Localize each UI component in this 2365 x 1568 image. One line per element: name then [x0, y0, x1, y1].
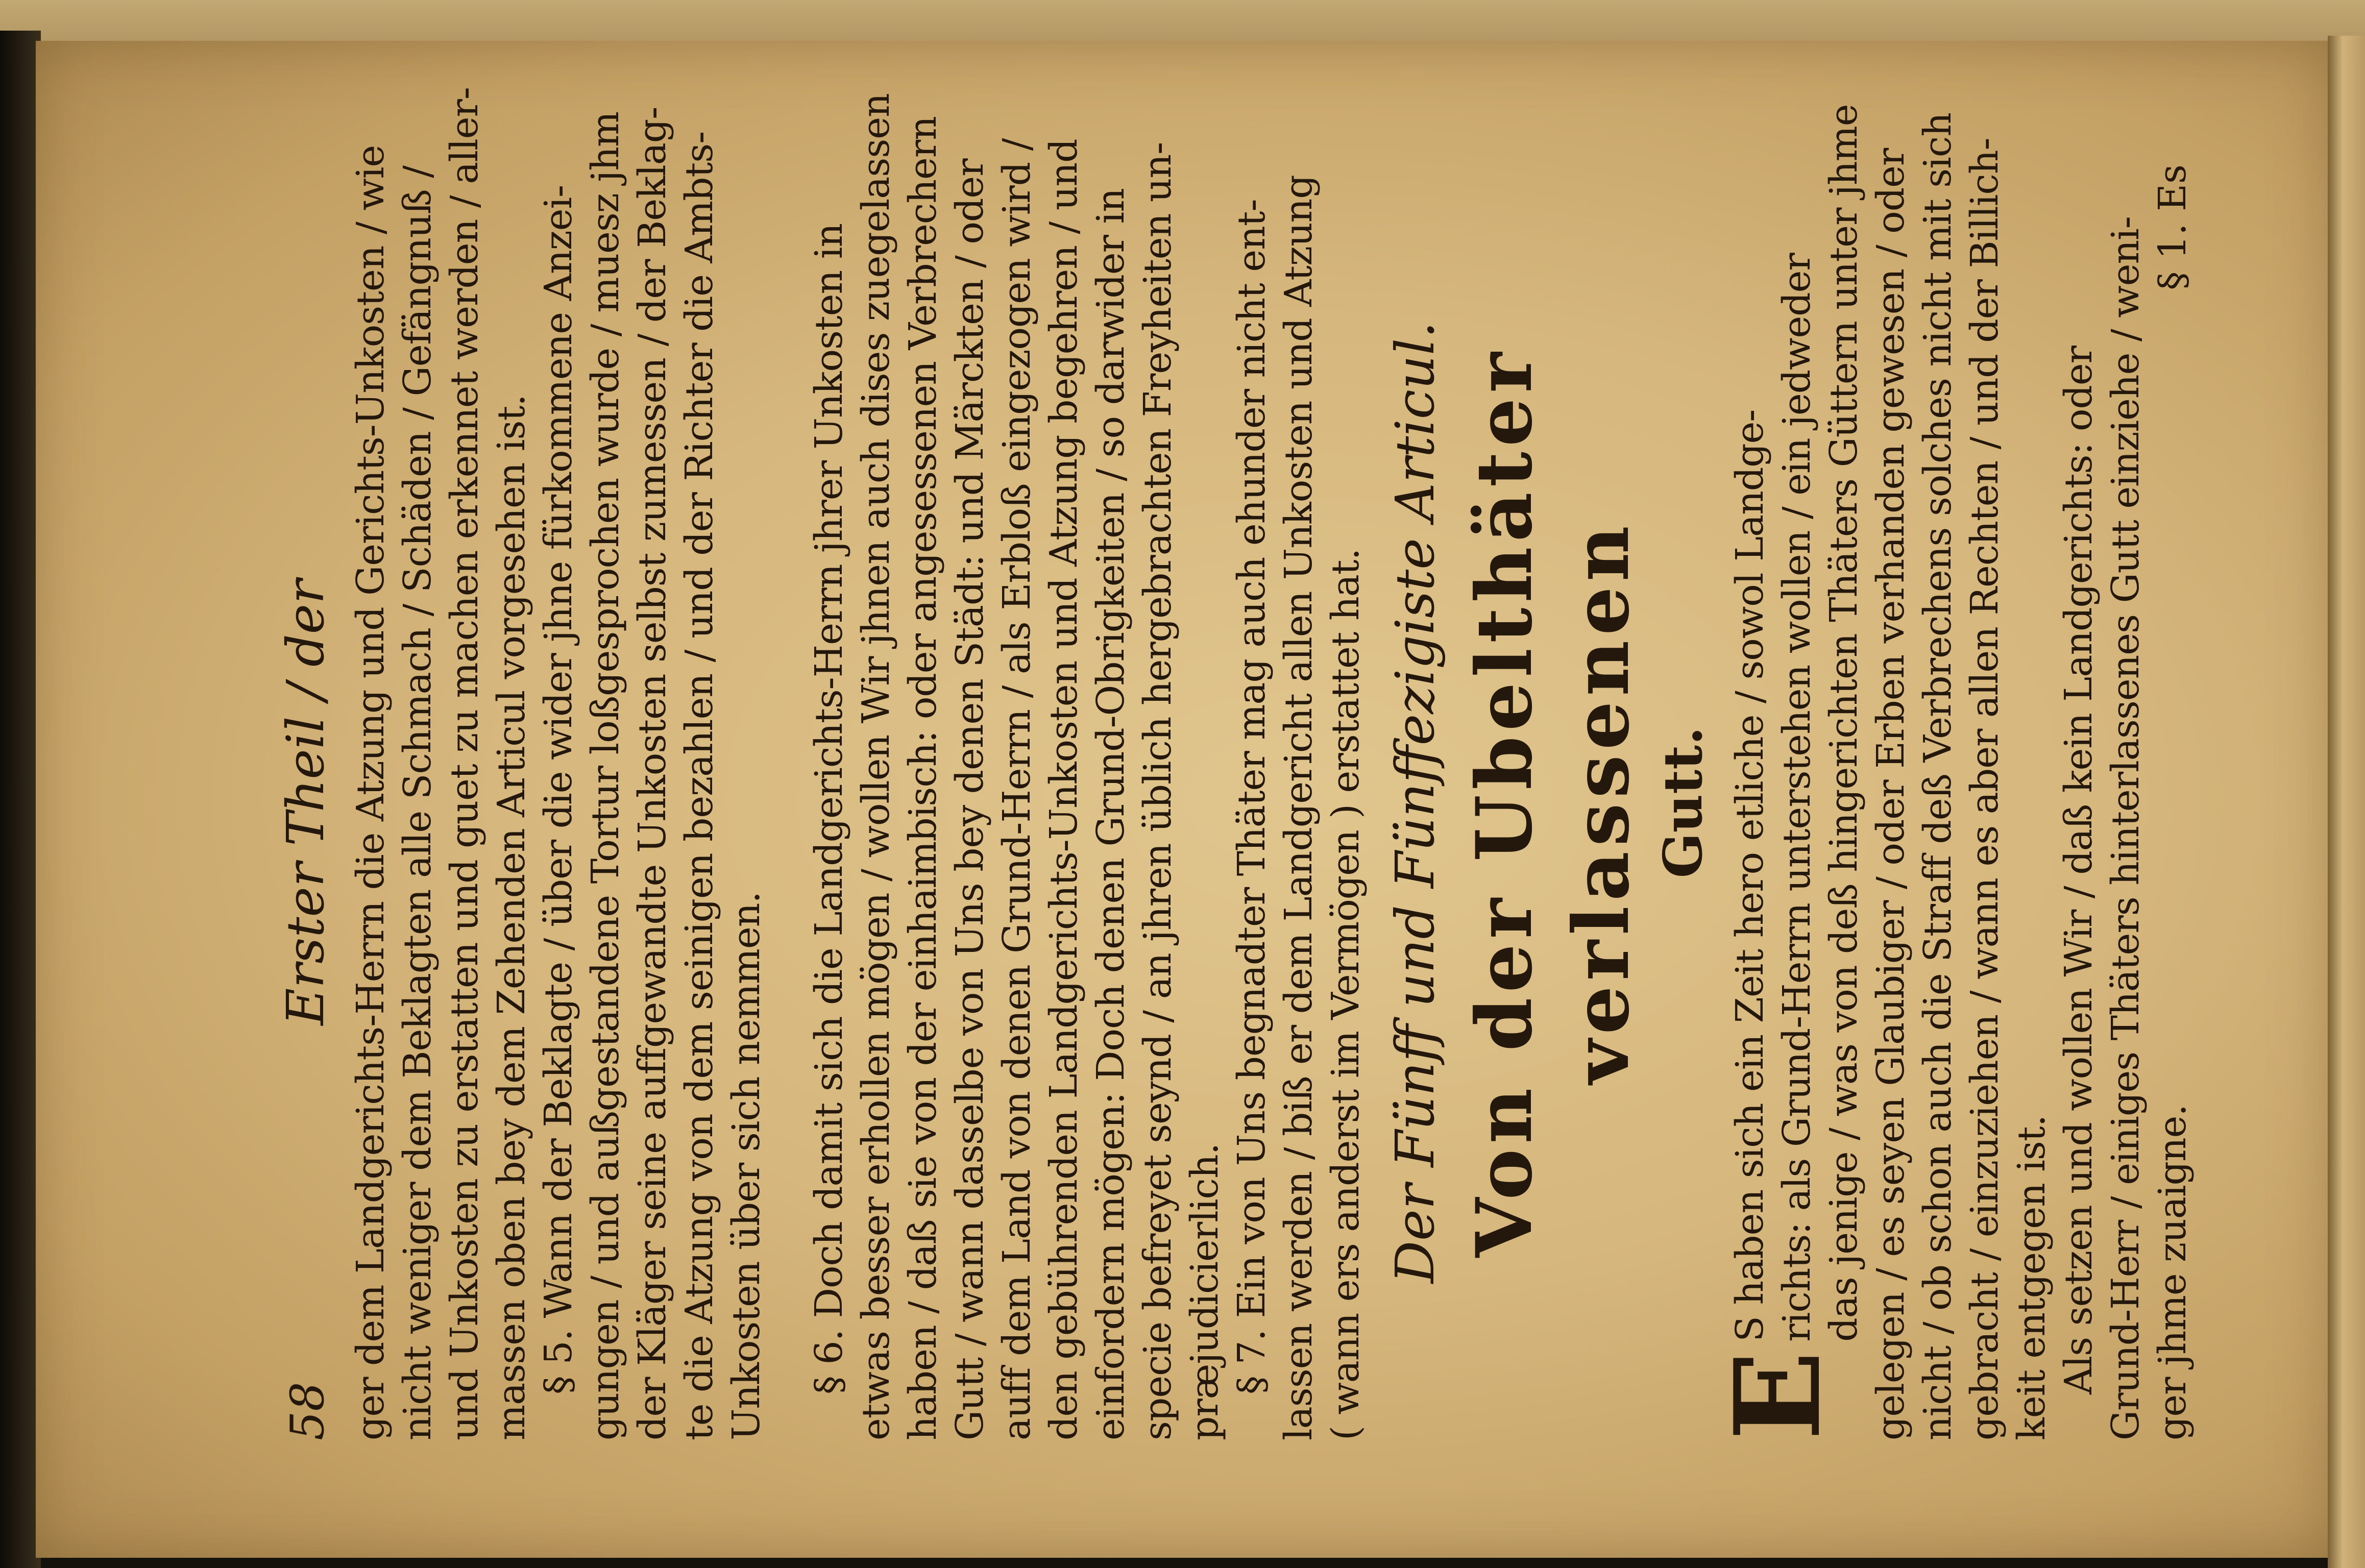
article-title: Der Fünff und Fünffezigiste Articul.: [1384, 321, 1446, 1284]
text-line: te die Atzung von dem seinigen bezahlen / und der Richter die Ambts-: [677, 131, 721, 1440]
catchword: § 1. Es: [2151, 164, 2195, 290]
text-line: gungen / und außgestandene Tortur loßgesprochen wurde / muesz jhm: [583, 111, 627, 1440]
text-line: einfordern mögen: Doch denen Grund-Obrigkeiten / so darwider in: [1089, 188, 1133, 1440]
text-line: præjudicierlich.: [1183, 1143, 1227, 1440]
page-number: 58: [281, 1382, 334, 1440]
section-7: [1228, 164, 1369, 1440]
text-line: der Kläger seine auffgewandte Unkosten selbst zumessen / der Beklag-: [630, 107, 674, 1440]
section-6: [806, 93, 1228, 1440]
text-line: und Unkosten zu erstatten und guet zu machen erkennet werden / aller-: [443, 87, 486, 1440]
text-line: richts: als Grund-Herrn unterstehen wollen / ein jedweder: [1775, 253, 1819, 1342]
article-headline-sub: Gutt.: [1651, 726, 1714, 878]
book-page: [36, 41, 2339, 1558]
text-line: massen oben bey dem Zehenden Articul vorgesehen ist.: [490, 395, 533, 1440]
article-body: [1709, 104, 2196, 1440]
text-line: den gebührenden Landgerichts-Unkosten und Atzung begehren / und: [1042, 139, 1086, 1440]
opening-paragraph: [347, 87, 535, 1440]
text-line: Unkosten über sich nemmen.: [724, 892, 768, 1440]
text-line: § 6. Doch damit sich die Landgerichts-Herrn jhrer Unkosten in: [807, 223, 851, 1394]
text-line: nicht weniger dem Beklagten alle Schmach / Schäden / Gefängnuß /: [396, 165, 440, 1440]
spacer: [770, 164, 806, 1440]
text-line: ( wann ers anderst im Vermögen ) erstattet hat.: [1324, 548, 1368, 1440]
text-line: auff dem Land von denen Grund-Herrn / als Erbloß eingezogen wird /: [995, 138, 1039, 1440]
text-line: keit entgegen ist.: [2010, 1115, 2054, 1440]
text-line: ger jhme zuaigne.: [2151, 1105, 2195, 1440]
text-line: Gutt / wann dasselbe von Uns bey denen Städt: und Märckten / oder: [948, 159, 992, 1440]
text-line: § 7. Ein von Uns begnadter Thäter mag auch ehunder nicht ent-: [1230, 199, 1274, 1394]
text-line: Als setzen und wollen Wir / daß kein Landgerichts: oder: [2057, 346, 2101, 1394]
book-gutter-shadow: [0, 31, 41, 1568]
text-line: haben / daß sie von der einhaimbisch: oder angesessenen Verbrechern: [901, 116, 945, 1440]
text-line: specie befreyet seynd / an jhren üblich hergebrachten Freyheiten un-: [1136, 142, 1180, 1440]
background-strip: [0, 0, 2365, 46]
running-head: Erster Theil / der: [276, 579, 335, 1025]
page-edge: [2328, 36, 2365, 1568]
text-line: S haben sich ein Zeit hero etliche / sowol Landge-: [1728, 409, 1772, 1342]
text-line: § 5. Wann der Beklagte / über die wider jhne fürkommene Anzei-: [537, 185, 580, 1394]
text-line: lassen werden / biß er dem Landgericht allen Unkosten und Atzung: [1277, 175, 1321, 1440]
section-5: [535, 107, 770, 1440]
text-line: nicht / ob schon auch die Straff deß Verbrechens solches nicht mit sich: [1916, 112, 1960, 1440]
drop-cap-initial: E: [1709, 1351, 1847, 1440]
text-line: gelegen / es seyen Glaubiger / oder Erben verhanden gewesen / oder: [1869, 148, 1913, 1440]
page-header: [271, 164, 347, 1440]
page-text: [271, 87, 2196, 1440]
text-line: etwas besser erhollen mögen / wollen Wir jhnen auch dises zuegelassen: [854, 93, 898, 1440]
text-line: gebracht / einzuziehen / wann es aber allen Rechten / und der Billich-: [1963, 138, 2007, 1440]
text-line: ger dem Landgerichts-Herrn die Atzung und Gerichts-Unkosten / wie: [349, 145, 393, 1440]
text-line: Grund-Herr / einiges Thäters hinterlassenes Gutt einziehe / weni-: [2104, 216, 2148, 1440]
page-text-frame: [36, 41, 2333, 1558]
article-headline: Von der Ubelthäter verlassenen: [1459, 347, 1646, 1258]
text-line: das jenige / was von deß hingerichten Thäters Güttern unter jhme: [1822, 104, 1866, 1342]
